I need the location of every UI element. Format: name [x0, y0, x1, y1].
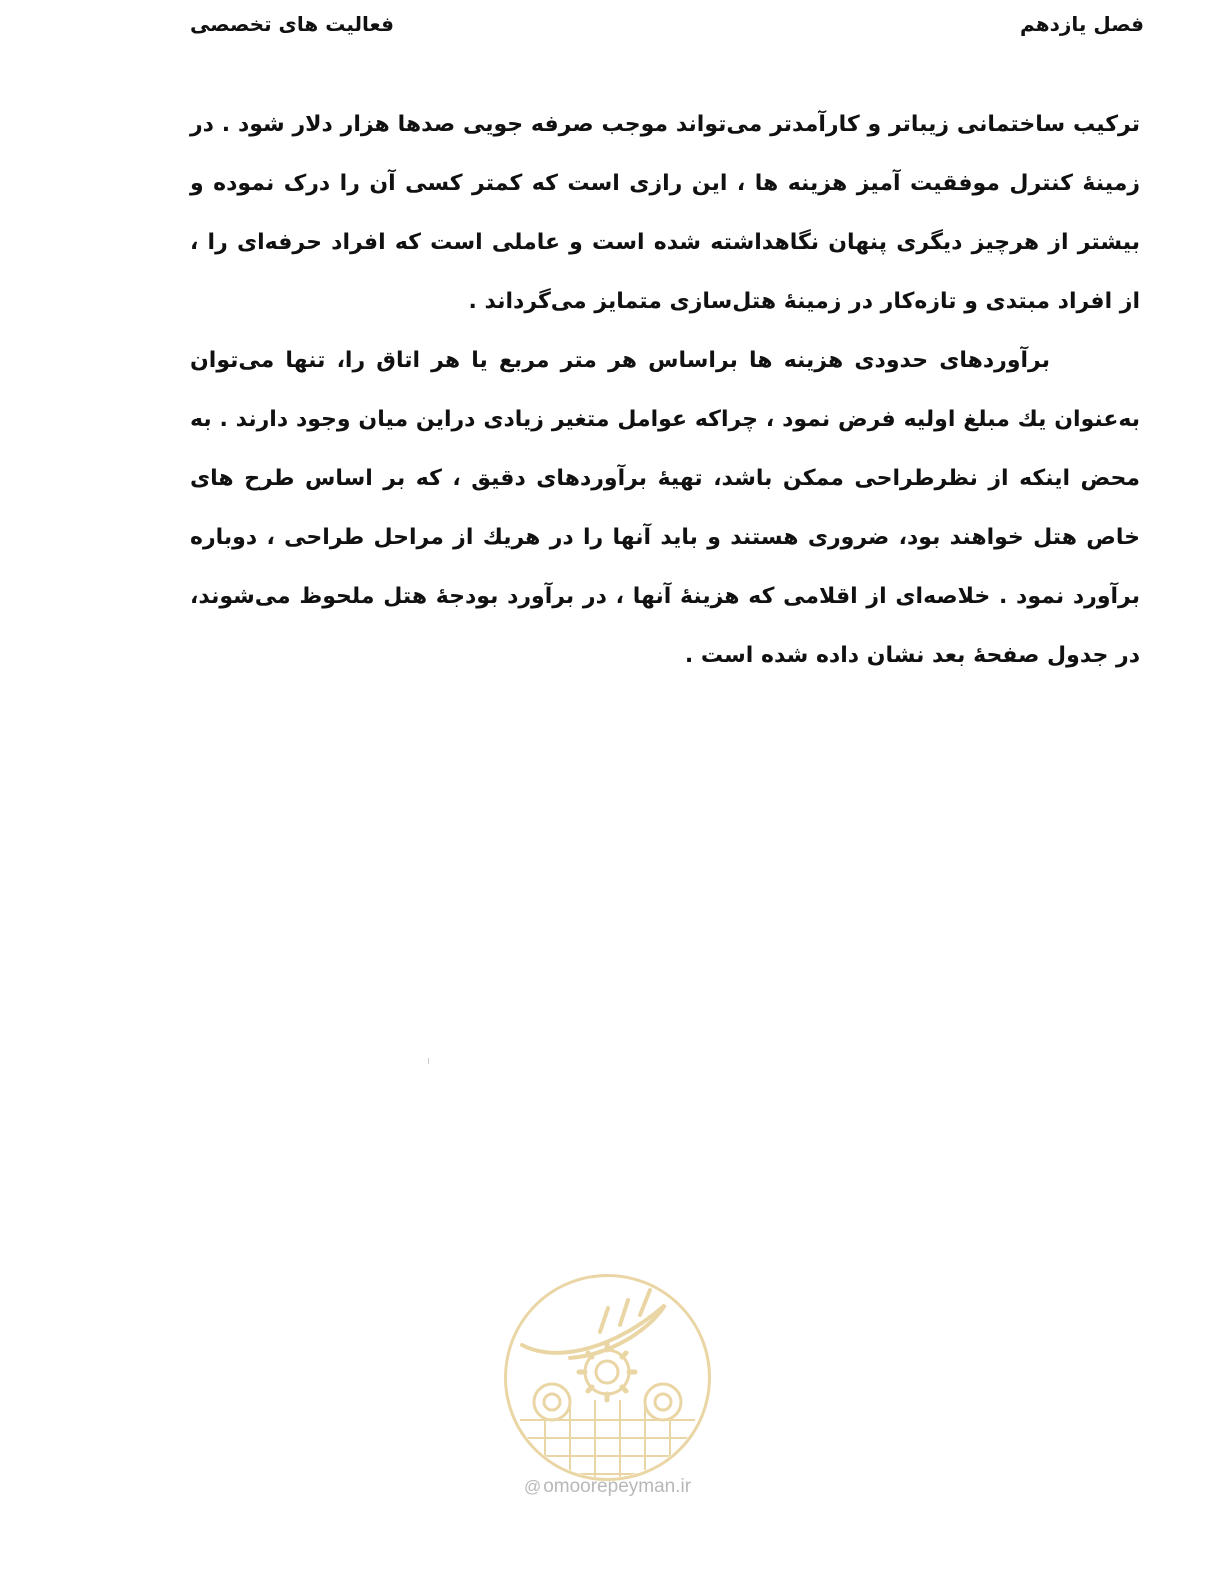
- gear-icon: [534, 1350, 681, 1420]
- paragraph-1: ترکیب ساختمانی زیباتر و کارآمدتر می‌تواند موجب صرفه جویی صدها هزار دلار شود . در زمینهٔ کنترل موفقیت آمیز هزینه ها ، این رازی است که کمتر کسی آن را درک نموده و بیشتر از هرچیز دیگری پنهان نگاهداشته شده است و عاملی است که افراد حرفه‌ای را ، از افراد مبتدی و تازه‌کار در زمینهٔ هتل‌سازی متمایز می‌گرداند .: [190, 112, 1140, 314]
- chapter-header: فصل یازدهم: [1020, 12, 1144, 36]
- watermark-logo: [500, 1270, 715, 1485]
- watermark-url: [500, 1476, 715, 1498]
- section-header: فعالیت های تخصصی: [190, 12, 394, 36]
- body-text: [190, 95, 1140, 685]
- watermark-url-text: omoorepeyman.ir: [543, 1476, 692, 1497]
- paragraph-2: برآوردهای حدودی هزینه ها براساس هر متر مربع یا هر اتاق را، تنها می‌توان به‌عنوان یك مبلغ اولیه فرض نمود ، چراکه عوامل متغیر زیادی دراین میان وجود دارند . به محض اینکه از نظرطراحی ممکن باشد، تهیهٔ برآوردهای دقیق ، که بر اساس طرح های خاص هتل خواهند بود، ضروری هستند و باید آنها را در هریك از مراحل طراحی ، دوباره برآورد نمود . خلاصه‌ای از اقلامی که هزینهٔ آنها ، در برآورد بودجهٔ هتل ملحوظ می‌شوند، در جدول صفحهٔ بعد نشان داده شده است .: [190, 348, 1140, 668]
- scan-speck: [428, 1058, 429, 1064]
- at-icon: @: [523, 1477, 542, 1496]
